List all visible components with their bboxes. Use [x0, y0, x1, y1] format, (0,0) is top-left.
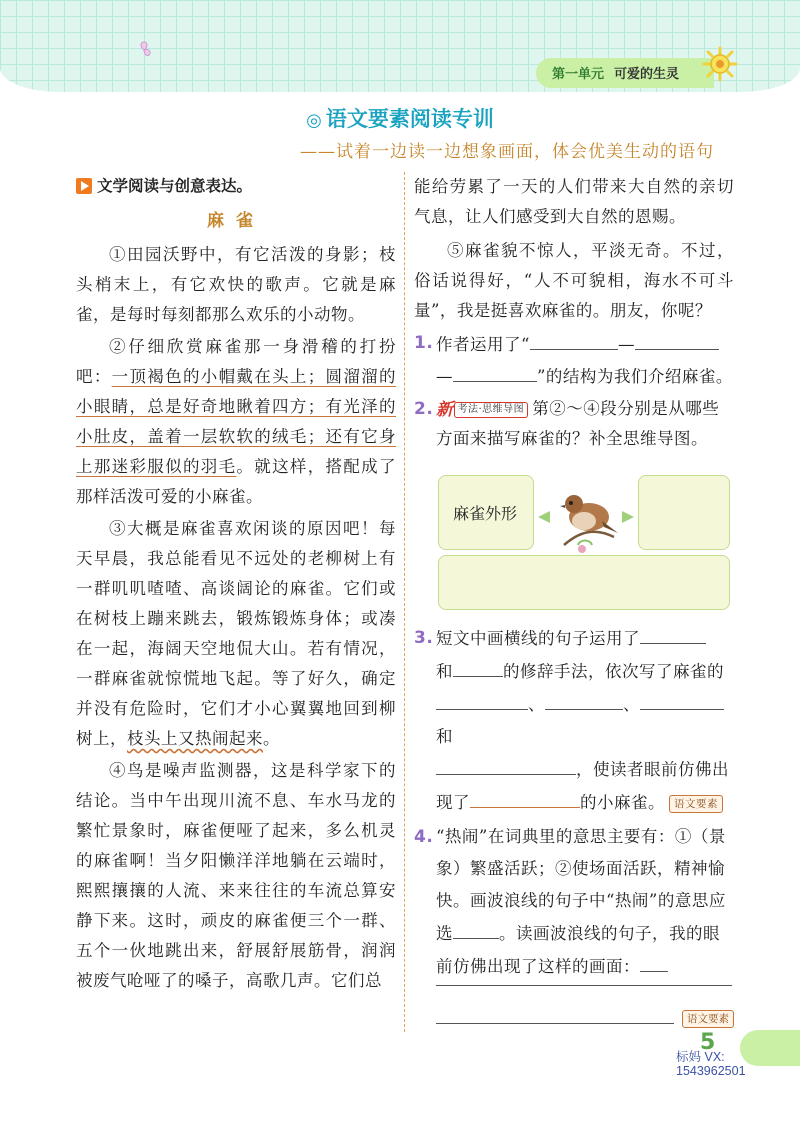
paragraph-1-text: ①田园沃野中，有它活泼的身影；枝头梢末上，有它欢快的歌声。它就是麻雀，是每时每刻都那么欢乐的小动物。: [76, 245, 396, 324]
q4-blank-choice[interactable]: [453, 917, 499, 939]
circle-bullet-icon: ◎: [306, 110, 322, 131]
q3-blank-3[interactable]: [436, 688, 528, 710]
watermark-line-1: 标妈: [676, 1050, 702, 1064]
wavy-underlined-sentence: 枝头上又热闹起来: [127, 729, 263, 748]
question-3-text-e: ，使读者眼前仿佛出现了: [436, 760, 729, 812]
question-2-text: 第②～④段分别是从哪些方面来描写麻雀的？补全思维导图。: [436, 399, 720, 448]
new-exam-method-tag: [436, 400, 528, 420]
question-3-text-c: 的修辞手法，依次写了麻雀的: [503, 662, 724, 681]
paragraph-2: [76, 332, 396, 512]
paragraph-1: [76, 240, 396, 330]
paragraph-4-continued: 能给劳累了一天的人们带来大自然的亲切气息，让人们感受到大自然的恩赐。: [414, 177, 734, 226]
q3-blank-1[interactable]: [640, 622, 706, 644]
question-1: [414, 328, 734, 392]
paragraph-3-text-b: 。: [263, 729, 280, 748]
unit-name: 可爱的生灵: [614, 67, 680, 82]
question-4-text-b: 。读画波浪线的句子，我的眼前仿佛出现了这样的画面：: [436, 924, 720, 976]
q1-blank-3[interactable]: [453, 360, 537, 382]
story-title: 麻雀: [207, 211, 265, 231]
question-3: [414, 622, 734, 819]
left-column: [76, 172, 396, 998]
mindmap-box-appearance: [438, 475, 534, 550]
paragraph-4: [76, 756, 396, 996]
question-1-text-b: ”的结构为我们介绍麻雀。: [537, 367, 733, 386]
section-heading: [76, 172, 396, 200]
paragraph-2-text-b: 。就这样，搭配成了那样活泼可爱的小麻雀。: [76, 457, 397, 506]
q1-blank-1[interactable]: [530, 328, 618, 350]
literacy-element-tag-2: 语文要素: [682, 1010, 734, 1028]
mind-map: [438, 475, 730, 610]
sunflower-icon: [702, 46, 738, 82]
question-3-text-a: 短文中画横线的句子运用了: [436, 629, 640, 648]
exam-method-label: 考法·思维导图: [454, 402, 529, 418]
paragraph-4-text: ④鸟是噪声监测器，这是科学家下的结论。当中午出现川流不息、车水马龙的繁忙景象时，麻雀便哑了起来，多么机灵的麻雀啊！当夕阳懒洋洋地躺在云端时，熙熙攘攘的人流、来来往往的车流总算安静下来。这时，顽皮的麻雀便三个一群、五个一伙地跳出来，舒展舒展筋骨，润润被废气呛哑了的嗓子，高歌几声。它们总: [76, 761, 396, 990]
section-heading-text: 文学阅读与创意表达。: [97, 177, 253, 195]
question-2: [414, 394, 734, 454]
question-3-text-f: 的小麻雀。: [580, 793, 665, 812]
q3-blank-2[interactable]: [453, 655, 503, 677]
q3-separator-1: 、: [528, 695, 545, 714]
question-1-text-a: 作者运用了“: [436, 335, 530, 354]
question-2-number: 2.: [414, 399, 434, 419]
page-number: 5: [700, 1030, 716, 1055]
q3-blank-7[interactable]: [470, 786, 580, 808]
q3-blank-6[interactable]: [436, 753, 576, 775]
watermark: [676, 1050, 746, 1078]
page-title: [0, 103, 800, 133]
sparrow-icon: [534, 487, 638, 557]
paragraph-3-text-a: ③大概是麻雀喜欢闲谈的原因吧！每天早晨，我总能看见不远处的老柳树上有一群叽叽喳喳、高谈阔论的麻雀。它们或在树枝上蹦来跳去，锻炼锻炼身体；或凑在一起，海阔天空地侃大山。若有情况，一群麻雀就惊慌地飞起。等了好久，确定并没有危险时，它们才小心翼翼地回到柳树上，: [76, 519, 396, 748]
question-3-text-b: 和: [436, 662, 453, 681]
q3-blank-4[interactable]: [545, 688, 623, 710]
page-subtitle: ——试着一边读一边想象画面，体会优美生动的语句: [300, 142, 714, 162]
question-4: [414, 821, 734, 983]
question-4-text-a: “热闹”在词典里的意思主要有：①（景象）繁盛活跃；②使场面活跃，精神愉快。画波浪线的句子中“热闹”的意思应选: [436, 827, 726, 943]
q1-blank-2[interactable]: [635, 328, 719, 350]
mindmap-box-blank-right[interactable]: [638, 475, 730, 550]
watermark-line-3: 1543962501: [676, 1064, 746, 1078]
q3-separator-2: 、: [623, 695, 640, 714]
right-column: [414, 172, 734, 454]
new-tag-char: 新: [436, 399, 454, 420]
q3-blank-5[interactable]: [640, 688, 724, 710]
q1-dash-1: —: [617, 335, 635, 354]
watermark-line-2: VX:: [704, 1050, 725, 1064]
question-1-number: 1.: [414, 333, 434, 353]
q4-answer-line-1[interactable]: [436, 985, 732, 986]
question-4-number: 4.: [414, 827, 434, 847]
flower-icon: [132, 38, 156, 62]
q4-blank-start[interactable]: [640, 950, 668, 972]
play-icon: [76, 178, 92, 194]
question-3-text-d: 和: [436, 727, 453, 746]
q1-dash-2: —: [436, 367, 453, 386]
literacy-element-tag: 语文要素: [669, 795, 723, 813]
paragraph-2-text-a: ②仔细欣赏麻雀那一身滑稽的打扮吧：: [76, 337, 396, 386]
question-3-number: 3.: [414, 628, 434, 648]
corner-tab: [740, 1030, 800, 1066]
mindmap-box-blank-bottom[interactable]: [438, 555, 730, 610]
paragraph-5: [414, 236, 734, 326]
questions-3-4: [414, 620, 734, 983]
paragraph-3: [76, 514, 396, 754]
mindmap-appearance-label: 麻雀外形: [453, 504, 518, 523]
page-title-text: 语文要素阅读专训: [325, 107, 494, 131]
q4-answer-line-2[interactable]: [436, 1023, 674, 1024]
paragraph-5-text: ⑤麻雀貌不惊人，平淡无奇。不过，俗话说得好，“人不可貌相，海水不可斗量”，我是挺喜欢麻雀的。朋友，你呢？: [414, 241, 734, 320]
column-divider: [404, 172, 405, 1032]
underlined-sentence: 一顶褐色的小帽戴在头上；圆溜溜的小眼睛，总是好奇地瞅着四方；有光泽的小肚皮，盖着一层软软的绒毛；还有它身上那迷彩服似的羽毛: [76, 367, 397, 476]
unit-label: 第一单元: [552, 67, 605, 82]
